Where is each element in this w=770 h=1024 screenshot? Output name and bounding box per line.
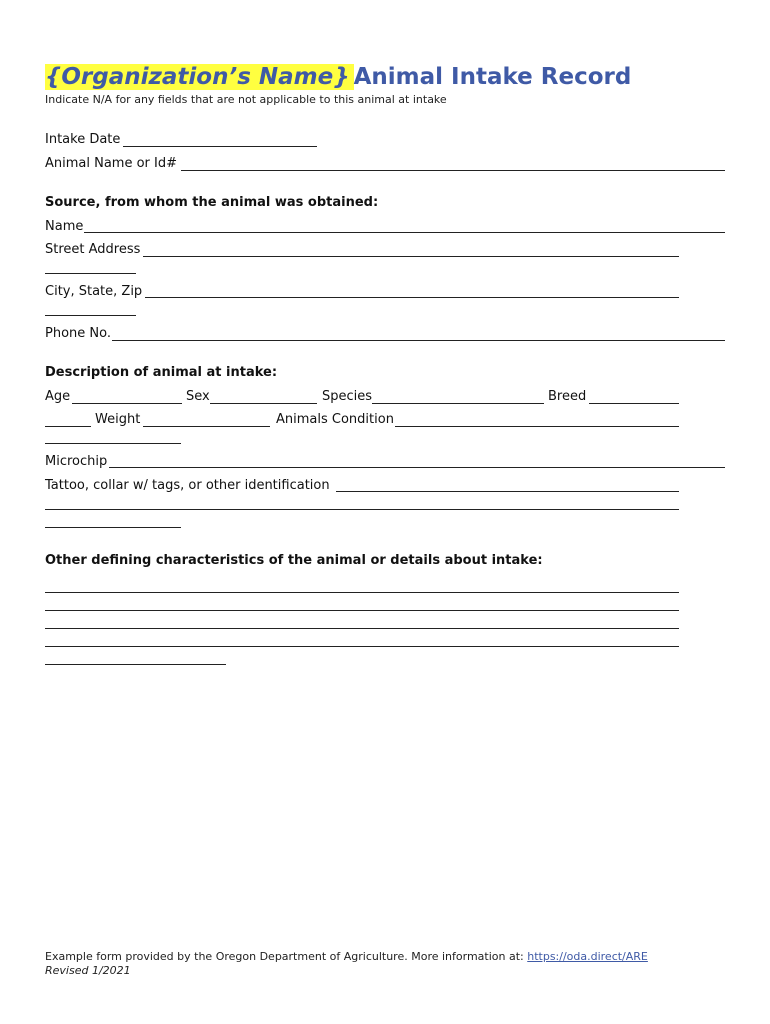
condition-field-continued[interactable]: [45, 443, 181, 444]
identification-field-line-3[interactable]: [45, 527, 181, 528]
weight-label: Weight: [95, 412, 141, 427]
animal-name-field[interactable]: [181, 170, 725, 171]
condition-label: Animals Condition: [276, 412, 394, 427]
animal-name-label: Animal Name or Id#: [45, 156, 178, 171]
city-state-zip-label: City, State, Zip: [45, 284, 143, 299]
age-label: Age: [45, 389, 71, 404]
condition-field[interactable]: [395, 426, 679, 427]
phone-field[interactable]: [112, 340, 725, 341]
source-name-field[interactable]: [84, 232, 725, 233]
phone-label: Phone No.: [45, 326, 111, 341]
source-heading: Source, from whom the animal was obtained:: [45, 195, 379, 210]
instructions: Indicate N/A for any fields that are not applicable to this animal at intake: [45, 93, 447, 106]
street-address-field[interactable]: [143, 256, 679, 257]
page-title: [45, 62, 631, 92]
sex-field[interactable]: [210, 403, 317, 404]
footer-text: Example form provided by the Oregon Department of Agriculture. More information at:: [45, 950, 528, 963]
footer-note: [45, 950, 648, 964]
city-state-zip-field[interactable]: [145, 297, 679, 298]
other-details-line-3[interactable]: [45, 628, 679, 629]
other-details-line-4[interactable]: [45, 646, 679, 647]
identification-label: Tattoo, collar w/ tags, or other identification: [45, 478, 330, 493]
breed-field-continued[interactable]: [45, 426, 91, 427]
street-address-label: Street Address: [45, 242, 141, 257]
form-title: Animal Intake Record: [353, 64, 632, 90]
species-label: Species: [322, 389, 373, 404]
other-heading: Other defining characteristics of the animal or details about intake:: [45, 553, 543, 568]
footer-link[interactable]: https://oda.direct/ARE: [527, 950, 648, 963]
other-details-line-1[interactable]: [45, 592, 679, 593]
description-heading: Description of animal at intake:: [45, 365, 278, 380]
organization-name: {Organization’s Name}: [45, 64, 354, 90]
species-field[interactable]: [372, 403, 544, 404]
breed-label: Breed: [548, 389, 587, 404]
intake-date-field[interactable]: [123, 146, 317, 147]
source-name-label: Name: [45, 219, 84, 234]
street-address-field-continued[interactable]: [45, 273, 136, 274]
other-details-line-2[interactable]: [45, 610, 679, 611]
identification-field[interactable]: [336, 491, 679, 492]
intake-date-label: Intake Date: [45, 132, 121, 147]
weight-field[interactable]: [143, 426, 270, 427]
sex-label: Sex: [186, 389, 210, 404]
microchip-label: Microchip: [45, 454, 108, 469]
breed-field[interactable]: [589, 403, 679, 404]
revised-date: Revised 1/2021: [45, 964, 131, 977]
age-field[interactable]: [72, 403, 182, 404]
city-state-zip-field-continued[interactable]: [45, 315, 136, 316]
microchip-field[interactable]: [109, 467, 725, 468]
other-details-line-5[interactable]: [45, 664, 226, 665]
identification-field-line-2[interactable]: [45, 509, 679, 510]
